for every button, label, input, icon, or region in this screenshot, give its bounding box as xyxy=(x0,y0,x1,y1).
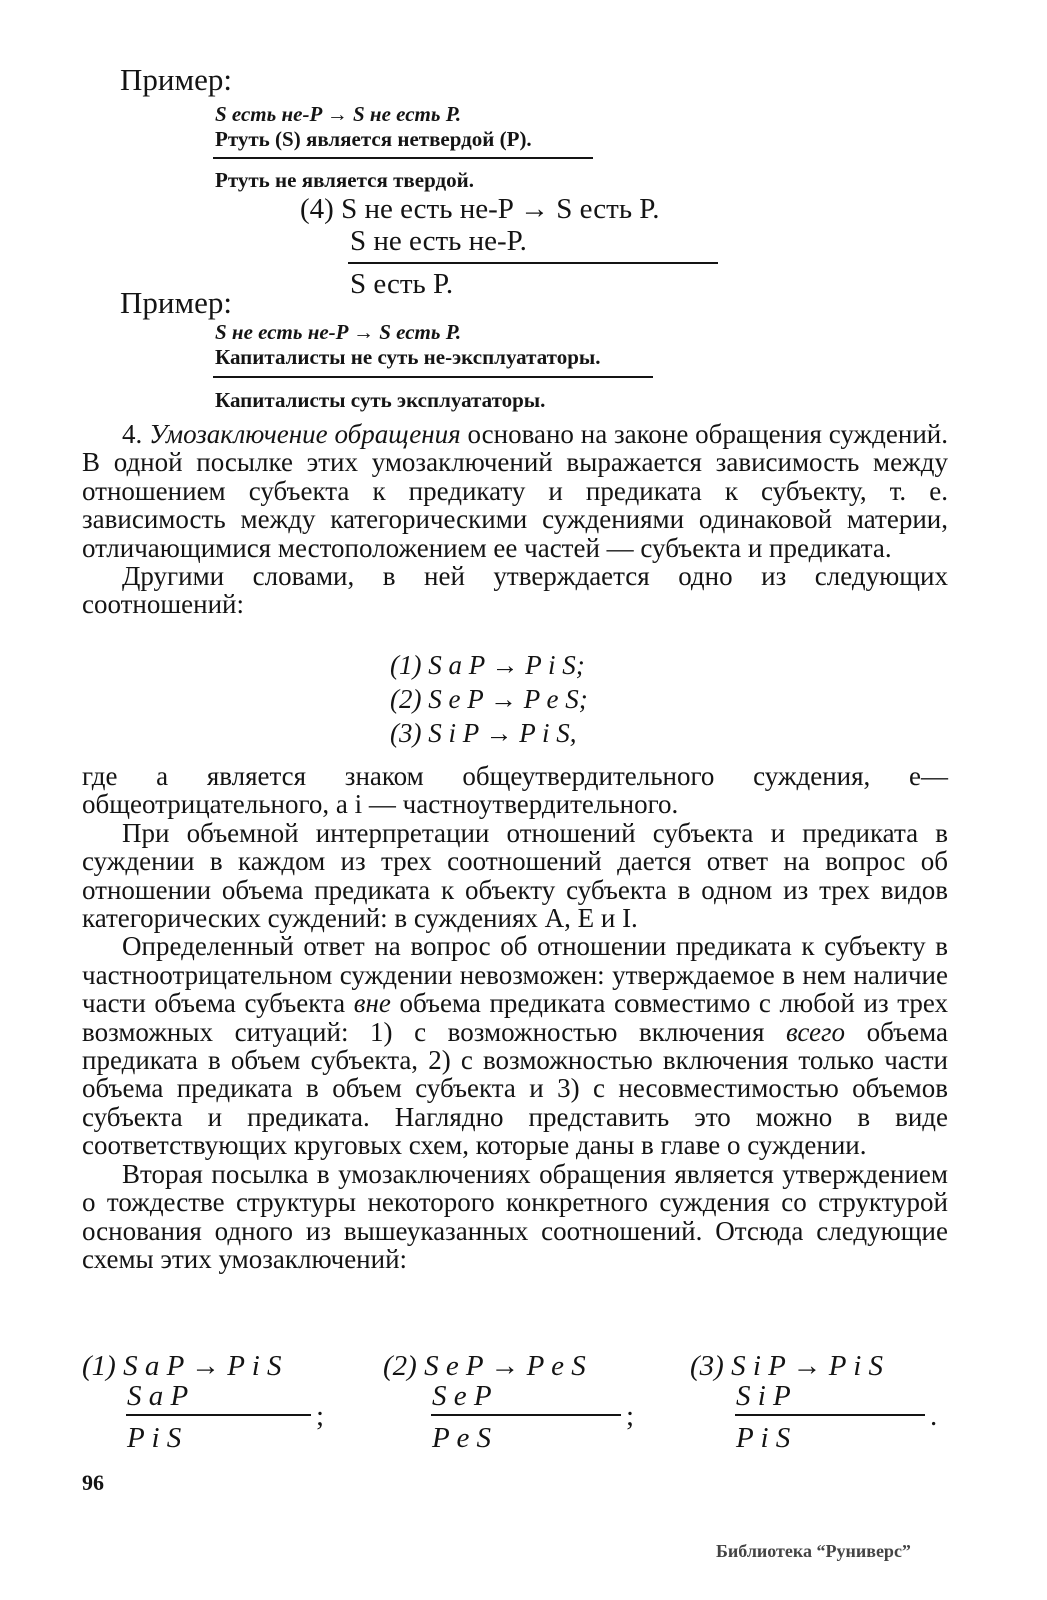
example-conclusion: Ртуть не является твердой. xyxy=(215,168,474,192)
scheme-3-premise: S i P xyxy=(736,1380,791,1412)
relation-2: (2) S e P → P e S; xyxy=(390,684,588,714)
scheme-1-rule: (1) S a P → P i S xyxy=(82,1350,282,1382)
page-number: 96 xyxy=(82,1470,104,1495)
section-number: 4. xyxy=(122,419,143,449)
library-footer: Библиотека “Руниверс” xyxy=(716,1541,911,1561)
definite-part1: Определенный ответ на вопрос об отношении предиката к субъекту в частноотрицательном суждении невозможен: утверждаемое в нем наличие части объема субъекта xyxy=(82,931,948,1019)
inference-line xyxy=(213,157,593,159)
scheme-2-rule: (2) S e P → P e S xyxy=(383,1350,586,1382)
section-body: основано на законе обращения суждений. В одной посылке этих умозаключений выражается зависимость между отношением субъекта к предикату и предиката к субъекту, т. е. зависимость между категорическими суждениями одинаковой материи, отличающимися местоположением ее частей — субъекта и предиката. xyxy=(82,419,948,563)
inference-line xyxy=(735,1414,925,1416)
paragraph-volume: При объемной интерпретации отношений субъекта и предиката в суждении в каждом из трех соотношений дается ответ на вопрос об отношении объема предиката к объекту субъекта в одном из трех видов категорических суждений: в суждениях A, E и I. xyxy=(82,817,948,934)
scheme-2-punct: ; xyxy=(626,1400,635,1432)
paragraph-where: где a является знаком общеутвердительного суждения, e—общеотрицательного, а i — частноутвердительного. xyxy=(82,761,948,820)
scheme-1-punct: ; xyxy=(316,1400,325,1432)
example-premise-fact: Капиталисты не суть не-эксплуататоры. xyxy=(215,345,601,369)
body-text xyxy=(82,762,948,1273)
scheme-1-premise: S a P xyxy=(127,1380,189,1412)
example-premise-fact: Ртуть (S) является нетвердой (P). xyxy=(215,127,532,151)
section-title: Умозаключение обращения xyxy=(149,419,461,449)
definite-em2: всего xyxy=(786,1016,846,1047)
example-premise-rule: S не есть не-P → S есть P. xyxy=(215,320,462,344)
inference-line xyxy=(348,262,718,264)
scheme-2-premise: S e P xyxy=(432,1380,492,1412)
scheme-premise: S не есть не-P. xyxy=(350,225,527,257)
scheme-3-punct: . xyxy=(930,1400,938,1432)
definite-part3: объема предиката в объем субъекта, 2) с возможностью включения только части объема предиката в объем субъекта и 3) с несовместимостью объемов субъекта и предиката. Наглядно представить это можно в виде соответствующих круговых схем, которые даны в главе о суждении. xyxy=(82,1016,949,1161)
example-conclusion: Капиталисты суть эксплуататоры. xyxy=(215,388,546,412)
paragraph-definite xyxy=(82,932,948,1159)
example-label: Пример: xyxy=(120,62,232,97)
relation-3: (3) S i P → P i S, xyxy=(390,718,577,748)
scheme-2-conclusion: P e S xyxy=(432,1422,492,1454)
scheme-3-conclusion: P i S xyxy=(736,1422,791,1454)
scheme-3-rule: (3) S i P → P i S xyxy=(690,1350,884,1382)
relation-1: (1) S a P → P i S; xyxy=(390,650,585,680)
scheme-conclusion: S есть P. xyxy=(350,268,454,300)
scheme-1-conclusion: P i S xyxy=(127,1422,182,1454)
definite-em1: вне xyxy=(353,988,391,1019)
example-premise-rule: S есть не-P → S не есть P. xyxy=(215,102,462,126)
paragraph-second: Вторая посылка в умозаключениях обращения является утверждением о тождестве структуры некоторого конкретного суждения со структурой основания одного из вышеуказанных соотношений. Отсюда следующие схемы этих умозаключений: xyxy=(82,1158,948,1274)
example-label: Пример: xyxy=(120,285,232,320)
definite-part2: объема предиката совместимо с любой из трех возможных ситуаций: 1) с возможностью включения xyxy=(82,988,948,1047)
inference-line xyxy=(213,376,653,378)
inference-line xyxy=(431,1414,621,1416)
section-paragraph xyxy=(82,420,948,619)
inference-line xyxy=(126,1414,311,1416)
scheme-premise-rule: (4) S не есть не-P → S есть P. xyxy=(300,193,660,225)
paragraph-other-words: Другими словами, в ней утверждается одно из следующих соотношений: xyxy=(82,561,948,620)
